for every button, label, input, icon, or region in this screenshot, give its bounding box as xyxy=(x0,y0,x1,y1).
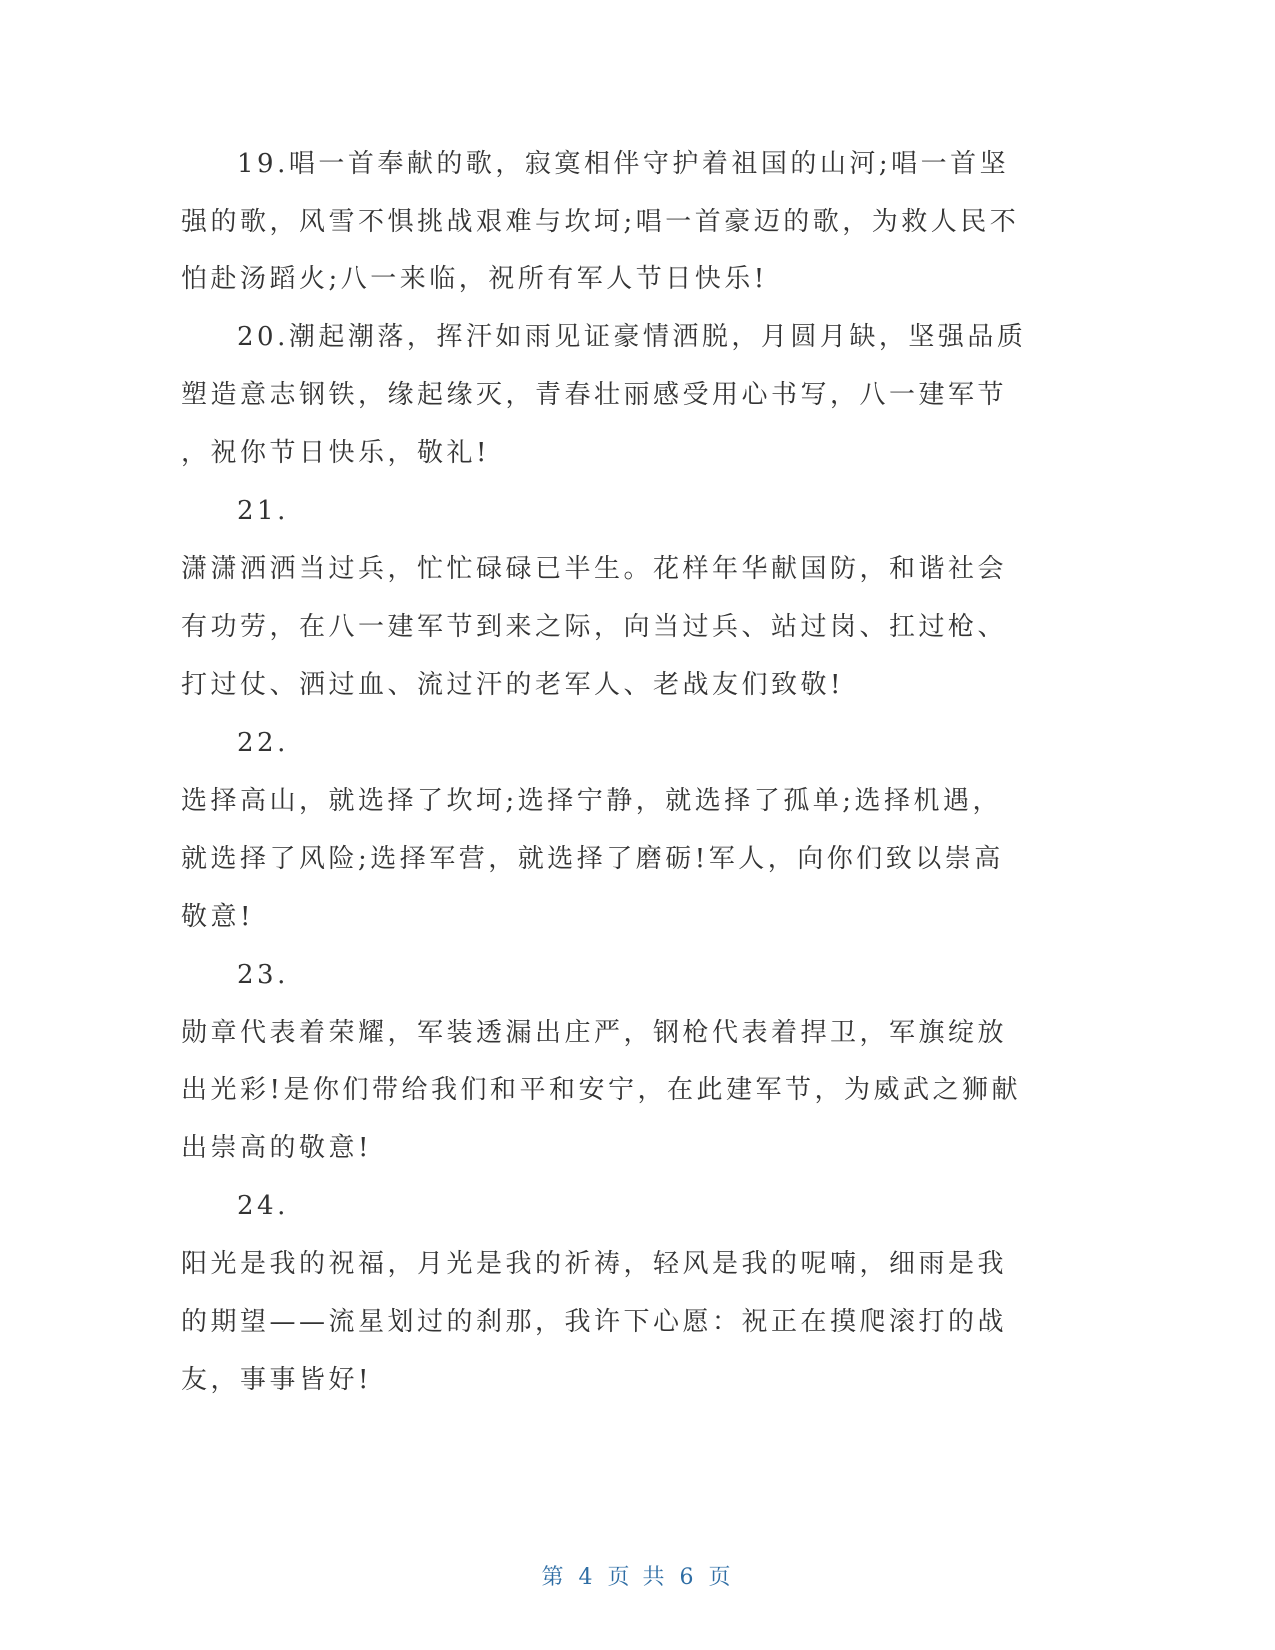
text-line: 就选择了风险;选择军营，就选择了磨砺!军人，向你们致以崇高 xyxy=(181,844,1004,874)
text-line: 选择高山，就选择了坎坷;选择宁静，就选择了孤单;选择机遇， xyxy=(181,786,1003,816)
text-line: 出光彩!是你们带给我们和平和安宁，在此建军节，为威武之狮献 xyxy=(181,1075,1021,1105)
page-footer xyxy=(0,1563,1275,1593)
text-line: 19.唱一首奉献的歌，寂寞相伴守护着祖国的山河;唱一首坚 xyxy=(237,149,1010,179)
text-line: 潇潇洒洒当过兵，忙忙碌碌已半生。花样年华献国防，和谐社会 xyxy=(181,554,1008,584)
text-line: 20.潮起潮落，挥汗如雨见证豪情洒脱，月圆月缺，坚强品质 xyxy=(237,322,1027,352)
current-page-number: 4 xyxy=(578,1565,596,1590)
text-line: 阳光是我的祝福，月光是我的祈祷，轻风是我的呢喃，细雨是我 xyxy=(181,1249,1008,1279)
item-number: 23. xyxy=(237,960,289,990)
item-number: 24. xyxy=(237,1191,289,1221)
text-line: 出崇高的敬意! xyxy=(181,1133,372,1163)
item-number: 22. xyxy=(237,728,289,758)
item-number: 21. xyxy=(237,496,289,526)
text-line: 打过仗、洒过血、流过汗的老军人、老战友们致敬! xyxy=(181,670,844,700)
text-line: 友，事事皆好! xyxy=(181,1365,372,1395)
text-line: ，祝你节日快乐，敬礼! xyxy=(181,438,490,468)
text-line: 勋章代表着荣耀，军装透漏出庄严，钢枪代表着捍卫，军旗绽放 xyxy=(181,1018,1008,1048)
text-line: 敬意! xyxy=(181,902,254,932)
footer-middle: 页 共 xyxy=(607,1565,668,1590)
text-line: 塑造意志钢铁，缘起缘灭，青春壮丽感受用心书写，八一建军节 xyxy=(181,380,1008,410)
text-line: 怕赴汤蹈火;八一来临，祝所有军人节日快乐! xyxy=(181,264,768,294)
text-line: 有功劳，在八一建军节到来之际，向当过兵、站过岗、扛过枪、 xyxy=(181,612,1008,642)
text-line: 强的歌，风雪不惧挑战艰难与坎坷;唱一首豪迈的歌，为救人民不 xyxy=(181,207,1020,237)
total-pages-number: 6 xyxy=(679,1565,697,1590)
text-line: 的期望——流星划过的刹那，我许下心愿：祝正在摸爬滚打的战 xyxy=(181,1307,1008,1337)
footer-prefix: 第 xyxy=(541,1565,567,1590)
footer-suffix: 页 xyxy=(708,1565,734,1590)
